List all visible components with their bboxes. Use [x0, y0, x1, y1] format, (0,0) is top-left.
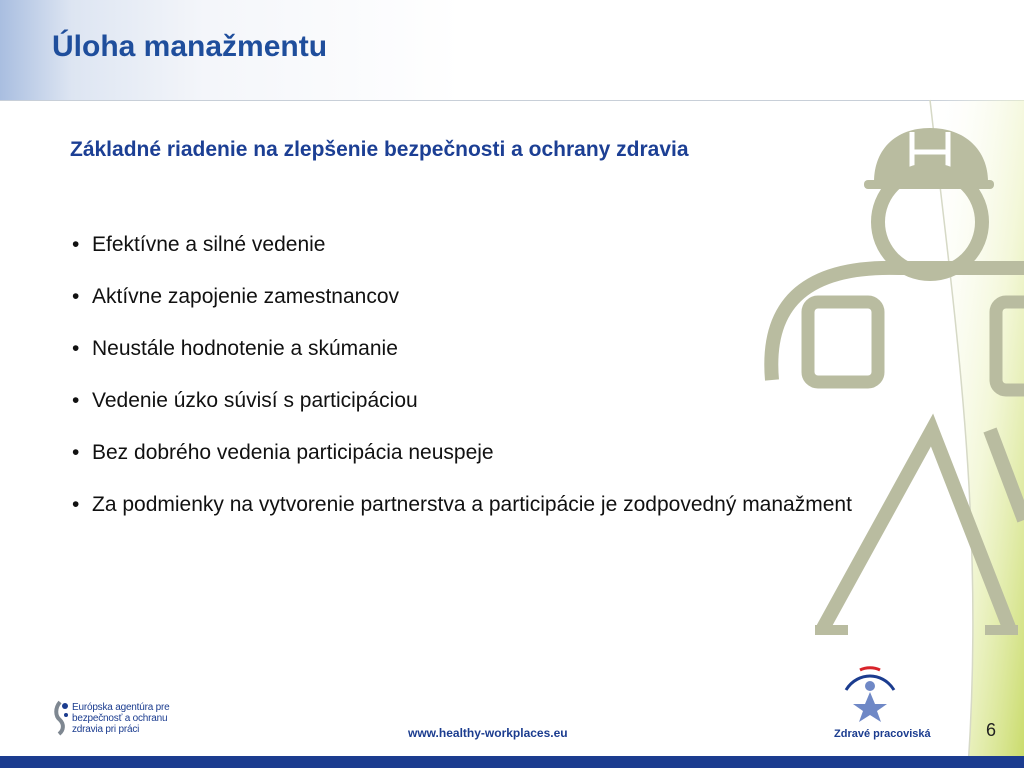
- agency-name-line: bezpečnosť a ochranu: [72, 713, 168, 724]
- bullet-list: [70, 232, 890, 553]
- list-item: • Bez dobrého vedenia participácia neuspeje: [70, 440, 890, 466]
- list-item: • Vedenie úzko súvisí s participáciou: [70, 388, 890, 414]
- eu-osha-logo-icon: [52, 700, 72, 736]
- list-item: • Za podmienky na vytvorenie partnerstva a participácie je zodpovedný manažment: [70, 483, 890, 527]
- list-item: • Neustále hodnotenie a skúmanie: [70, 336, 890, 362]
- website-url: www.healthy-workplaces.eu: [408, 726, 568, 740]
- page-number: 6: [986, 720, 997, 740]
- list-item: • Aktívne zapojenie zamestnancov: [70, 284, 890, 310]
- agency-name: [72, 702, 170, 735]
- healthy-workplaces-star-icon: [840, 664, 900, 724]
- list-item: • Efektívne a silné vedenie: [70, 232, 890, 258]
- footer-bar: [0, 756, 1024, 768]
- slide-subtitle: Základné riadenie na zlepšenie bezpečnosti a ochrany zdravia: [70, 138, 689, 161]
- agency-name-line: zdravia pri práci: [72, 724, 140, 735]
- slide-title: Úloha manažmentu: [52, 30, 328, 63]
- agency-name-line: Európska agentúra pre: [72, 702, 170, 713]
- campaign-label: Zdravé pracoviská: [834, 728, 931, 740]
